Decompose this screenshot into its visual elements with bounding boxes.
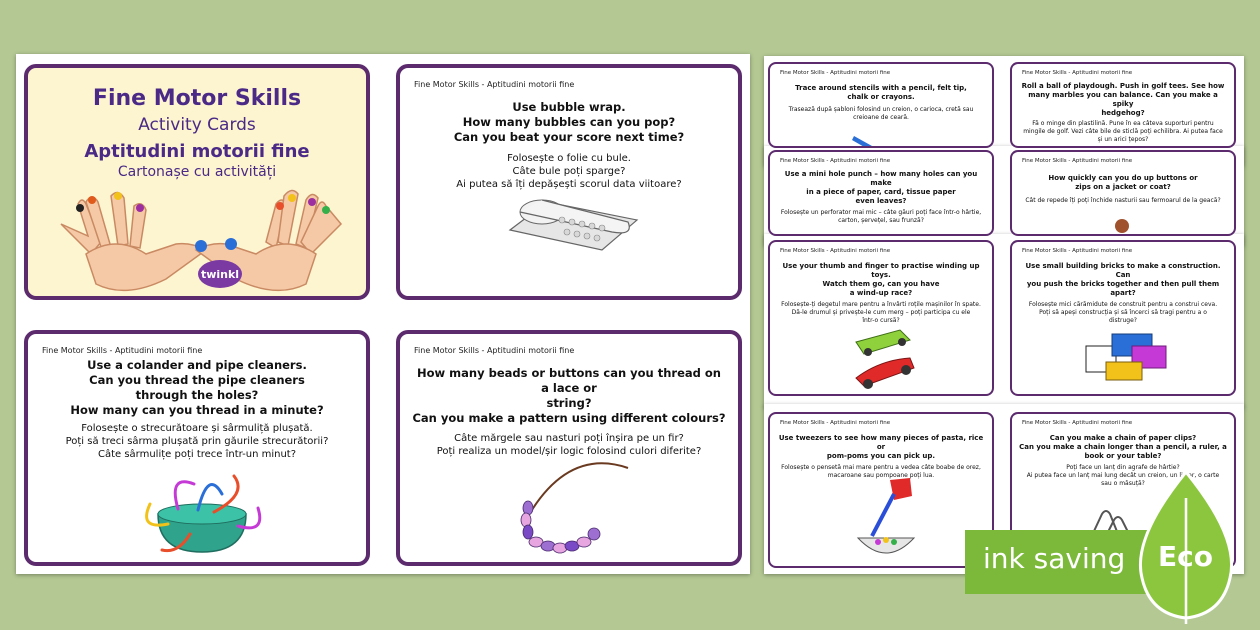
- card-text-en: Can you make a chain of paper clips?: [1049, 434, 1197, 442]
- card-header: Fine Motor Skills - Aptitudini motorii fine: [1022, 248, 1133, 254]
- tweezers-bowl-illustration: [850, 476, 920, 564]
- card-header: Fine Motor Skills - Aptitudini motorii fine: [414, 80, 575, 89]
- card-text-en: string?: [546, 396, 592, 410]
- card-text-ro: Cât de repede îți poți închide nasturii sau fermoarul de la geacă?: [1025, 197, 1221, 204]
- card-text-en: Can you make a chain longer than a pencil, a ruler, a: [1019, 443, 1227, 451]
- card-text-en: in a piece of paper, card, tissue paper: [806, 188, 956, 196]
- card-text-ro: Trasează după șabloni folosind un creion, o carioca, cretă sau: [788, 106, 974, 113]
- svg-text:twinkl: twinkl: [200, 268, 240, 281]
- eco-badge-label: Eco: [1158, 540, 1213, 573]
- subtitle: Activity Cards: [138, 115, 256, 135]
- activity-card-beads: [396, 330, 742, 566]
- card-text-ro: Poți să apeși construcția și să încerci să tragi pentru a o: [1039, 309, 1207, 316]
- card-header: Fine Motor Skills - Aptitudini motorii fine: [1022, 420, 1133, 426]
- card-text-ro: creioane de ceară.: [853, 114, 909, 121]
- card-text-ro: Câte bule poți sparge?: [512, 166, 626, 177]
- card-text-en: How quickly can you do up buttons or: [1048, 174, 1198, 182]
- card-header: Fine Motor Skills - Aptitudini motorii fine: [780, 420, 891, 426]
- card-text-en: Use a colander and pipe cleaners.: [87, 358, 307, 372]
- card-text-en: Use tweezers to see how many pieces of pasta, rice or: [778, 434, 984, 451]
- card-text-ro: Câte mărgele sau nasturi poți înșira pe un fir?: [454, 433, 684, 444]
- crayon-icon: [852, 134, 876, 148]
- card-text-en: Use a mini hole punch – how many holes can you make: [784, 170, 978, 187]
- activity-card-colander: [24, 330, 370, 566]
- card-text-ro: și un arici țepos?: [1097, 136, 1149, 143]
- card-text-en: book or your table?: [1084, 452, 1162, 460]
- activity-card-wind-up-toys: [768, 240, 994, 396]
- card-text-en: a wind-up race?: [849, 289, 913, 297]
- card-header: Fine Motor Skills - Aptitudini motorii fine: [42, 346, 203, 355]
- building-bricks-illustration: [1082, 324, 1172, 388]
- card-header: Fine Motor Skills - Aptitudini motorii fine: [780, 158, 891, 164]
- card-text-ro: Poți să treci sârma plușată prin găurile strecurătorii?: [65, 436, 329, 447]
- title-card: [24, 64, 370, 300]
- title-ro: Aptitudini motorii fine: [84, 141, 310, 162]
- card-text-ro: Folosește o pensetă mai mare pentru a vedea câte boabe de orez,: [781, 464, 981, 471]
- card-text-en: Can you thread the pipe cleaners: [89, 373, 305, 387]
- card-header: Fine Motor Skills - Aptitudini motorii fine: [414, 346, 575, 355]
- card-text-en: How many can you thread in a minute?: [70, 403, 324, 417]
- ink-saving-label: ink saving: [983, 542, 1126, 575]
- card-text-ro: Ai putea face un lanț mai lung decât un creion, un liniar, o carte: [1026, 472, 1220, 479]
- card-text-ro: într-o cursă?: [862, 317, 900, 324]
- card-text-ro: Folosește o folie cu bule.: [507, 153, 631, 164]
- card-text-en: zips on a jacket or coat?: [1075, 183, 1171, 191]
- card-text-ro: mingile de golf. Vezi câte bile de sticlă poți echilibra. Ai putea face: [1023, 128, 1223, 135]
- card-text-ro: Ai putea să îți depășești scorul data viitoare?: [456, 179, 682, 190]
- card-text-en: pom-poms you can pick up.: [826, 452, 936, 460]
- card-text-en: Can you make a pattern using different colours?: [412, 411, 726, 425]
- activity-card-building-bricks: [1010, 240, 1236, 396]
- bubble-wrap-illustration: [502, 190, 642, 260]
- card-text-en: Trace around stencils with a pencil, felt tip,: [795, 84, 967, 92]
- card-text-en: Roll a ball of playdough. Push in golf tees. See how: [1021, 82, 1225, 90]
- card-text-ro: Folosește un perforator mai mic – câte găuri poți face într-o hârtie,: [780, 209, 982, 216]
- card-text-ro: Câte sârmulițe poți trece într-un minut?: [97, 449, 297, 460]
- card-text-ro: macaroane sau pompoane poți lua.: [827, 472, 935, 479]
- card-text-en: through the holes?: [135, 388, 259, 402]
- card-text-ro: Dă-le drumul și privește-le cum merg – poți participa cu ele: [791, 309, 971, 316]
- bead-string-illustration: [510, 458, 640, 558]
- card-text-ro: carton, șervețel, sau frunză?: [838, 217, 924, 224]
- card-header: Fine Motor Skills - Aptitudini motorii fine: [780, 70, 891, 76]
- activity-card-tweezers: [768, 412, 994, 568]
- card-header: Fine Motor Skills - Aptitudini motorii fine: [1022, 158, 1133, 164]
- card-text-en: Can you beat your score next time?: [453, 130, 685, 144]
- twinkl-logo: [198, 260, 242, 288]
- card-text-ro: distruge?: [1109, 317, 1137, 324]
- activity-card-stencils: [768, 62, 994, 148]
- title: Fine Motor Skills: [92, 86, 302, 111]
- card-text-en: many marbles you can balance. Can you make a spiky: [1028, 91, 1218, 108]
- card-text-ro: Folosește-ți degetul mare pentru a învârti roțile mașinilor în spate.: [781, 301, 981, 308]
- card-text-en: hedgehog?: [1101, 109, 1145, 117]
- card-text-en: even leaves?: [855, 197, 907, 205]
- subtitle-ro: Cartonașe cu activități: [117, 164, 277, 180]
- card-text-ro: Fă o minge din plastilină. Pune în ea câteva suporturi pentru: [1032, 120, 1214, 127]
- card-text-ro: Poți face un lanț din agrafe de hârtie?: [1066, 464, 1180, 471]
- card-text-en: How many beads or buttons can you thread on a lace or: [417, 366, 721, 395]
- card-header: Fine Motor Skills - Aptitudini motorii fine: [780, 248, 891, 254]
- colander-pipe-cleaners-illustration: [138, 464, 268, 556]
- hands-illustration: [56, 184, 346, 300]
- card-text-ro: Folosește o strecurătoare și sârmuliță plușată.: [81, 423, 313, 434]
- card-text-ro: Poți realiza un model/șir logic folosind culori diferite?: [436, 446, 702, 457]
- card-text-en: Watch them go, can you have: [822, 280, 940, 288]
- card-header: Fine Motor Skills - Aptitudini motorii fine: [1022, 70, 1133, 76]
- activity-card-bubble-wrap: [396, 64, 742, 300]
- child-icon: [1112, 218, 1132, 236]
- activity-card-hole-punch: [768, 150, 994, 236]
- toy-cars-illustration: [850, 320, 920, 392]
- activity-card-playdough: [1010, 62, 1236, 148]
- card-text-en: How many bubbles can you pop?: [462, 115, 676, 129]
- card-text-en: Use bubble wrap.: [512, 100, 626, 114]
- card-text-en: Use your thumb and finger to practise winding up toys.: [782, 262, 980, 279]
- activity-card-buttons: [1010, 150, 1236, 236]
- card-text-en: Use small building bricks to make a construction. Can: [1025, 262, 1221, 279]
- card-text-ro: sau o măsuță?: [1101, 480, 1145, 487]
- card-text-ro: Folosește mici cărămidute de construit pentru a construi ceva.: [1028, 301, 1218, 308]
- card-text-en: you push the bricks together and then pull them apart?: [1026, 280, 1220, 297]
- card-text-en: chalk or crayons.: [847, 93, 915, 101]
